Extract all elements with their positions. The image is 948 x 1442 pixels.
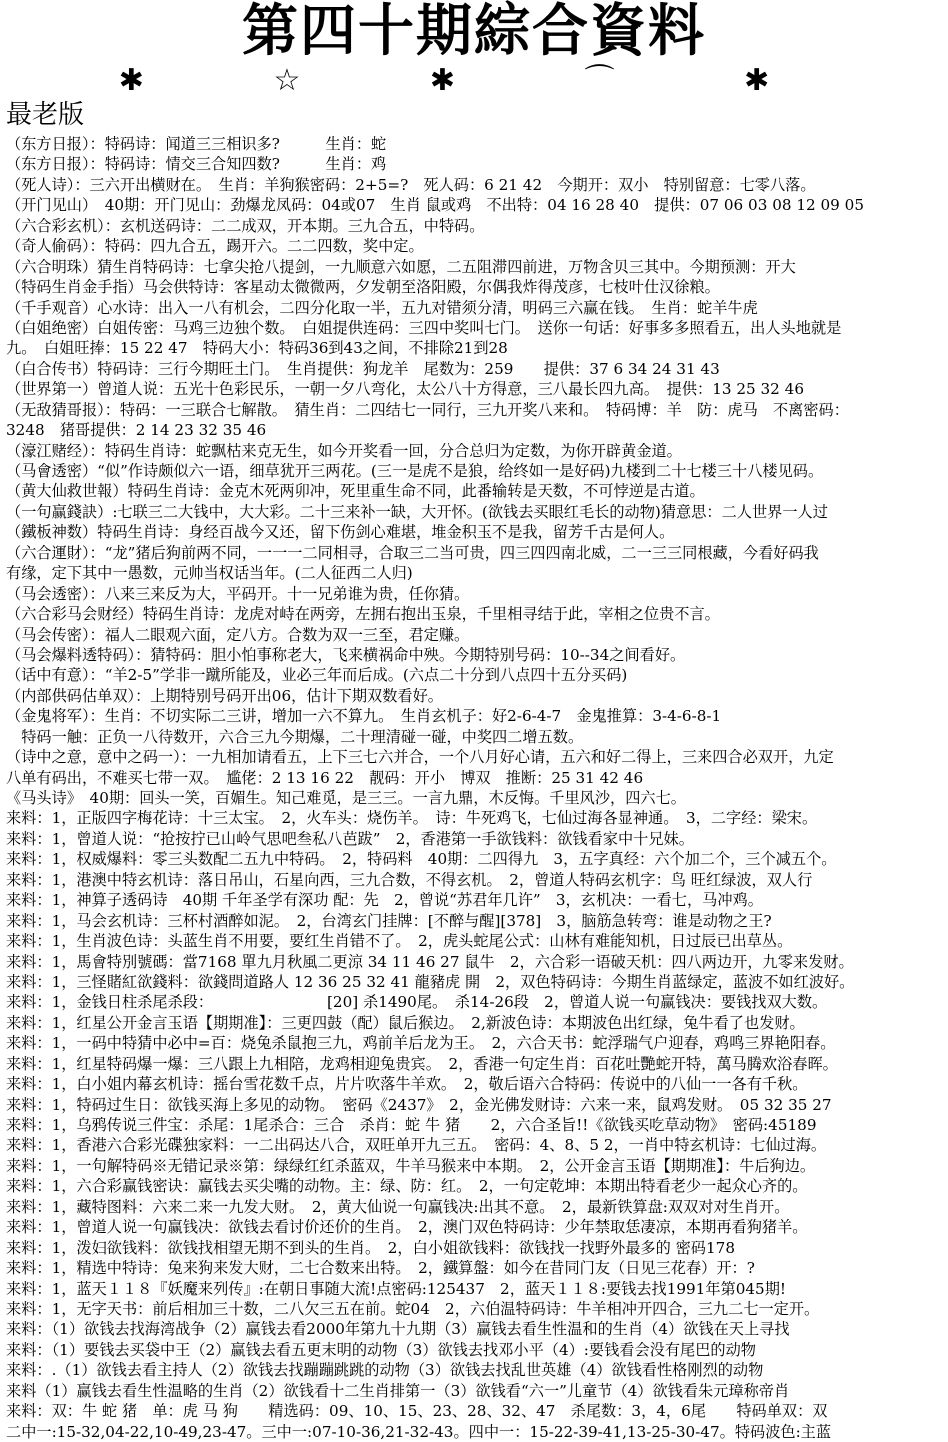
text-line: （特码生肖金手指）马会供特诗：客星动太微微两，夕发朝至洛阳殿，尔偶我炸得茂彦，七枝叶仕汉徐粮。	[6, 278, 720, 297]
text-line: （六合明珠）猜生肖特码诗：七拿尖抢八提剑，一九顺意六如愿，二五阻滞四前进，万物含贝三其中。今期预测：开大	[6, 257, 796, 276]
text-line: 来料：1，曾道人说：“抢按拧已山岭气思吧叁私八芭跋” 2，香港第一手欲钱料：欲钱看家中十兄妹。	[6, 829, 694, 848]
edition-label: 最老版	[6, 100, 85, 130]
text-line: 来料：1，精选中特诗：兔来狗来发大财，二七合数来出特。 2，鐵算盤：如今在昔同门友（日见三花春）开：?	[6, 1259, 755, 1278]
text-line: （奇人偷码）：特码：四九合五，踢开六。二二四数，奖中定。	[6, 237, 424, 256]
text-line: 来料：1，红星特码爆一爆：三八跟上九相陪，龙鸡相迎兔贵宾。 2，香港一句定生肖：百花吐艷蛇开特，萬马腾欢浴春晖。	[6, 1054, 838, 1073]
text-line: （一句赢錢訣）:七联三二大钱中，大大彩。二十三来补一缺，大开怀。(欲钱去买眼红毛长的动物)猜意思：二人世界一人过	[6, 502, 828, 521]
text-line: 来料：1，红星公开金言玉语【期期准】：三更四鼓（配）鼠后猴边。 2,新波色诗：本期波色出红绿，兔牛看了也发财。	[6, 1013, 805, 1032]
text-line: 来料：1，权威爆料：零三头数配二五九中特码。 2，特码料 40期：二四得九 3，五字真经：六个加二个，三个减五个。	[6, 850, 837, 869]
text-line: 来料：1，白小姐内幕玄机诗：摇台雪花数千点，片片吹落牛羊欢。 2，敬后语六合特码：传说中的八仙一一各有千秋。	[6, 1075, 808, 1094]
text-line: 来料：1，金钱日柱杀尾杀段： [20] 杀1490尾。 杀14-26段 2，曾道人说一句赢钱决：要钱找双大数。	[6, 993, 828, 1012]
text-line: 来料：（1）欲钱去找海湾战争（2）赢钱去看2000年第九十九期（3）赢钱去看生性温和的生肖（4）欲钱在天上寻找	[6, 1320, 790, 1339]
text-line: 《马头诗》 40期：回头一笑，百媚生。知己难觅，是三三。一言九鼎，木反悔。千里风沙，四六七。	[6, 789, 686, 807]
text-line: （白姐绝密）白姐传密：马鸡三边独个数。 白姐提供连码：三四中奖叫七门。 送你一句话：好事多多照看五，出人头地就是	[6, 318, 842, 337]
text-line: 来料：1，生肖波色诗：头蓝生肖不用要，要红生肖错不了。 2，虎头蛇尾公式：山林有难能知机，日过辰已出草丛。	[6, 932, 793, 951]
text-line: 有缘，定下其中一愚数，元帅当权话当年。(二人征西二人归)	[6, 564, 413, 583]
text-line: （金鬼将军）：生肖：不切实际二三讲，增加一六不算九。 生肖玄机子：好2-6-4-7 金鬼推算：3-4-6-8-1	[6, 707, 722, 726]
text-line: 来料：1，一句解特码※无错记录※第：绿绿红红杀蓝双，牛羊马猴来中本期。 2，公开金言玉语【期期准】：牛后狗边。	[6, 1156, 816, 1175]
text-line: （黄大仙救世報）特码生肖诗：金克木死两卯冲，死里重生命不同，此番输转是天数，不可悖逆是古道。	[6, 482, 705, 501]
text-line: 来料：.（1）欲钱去看主持人（2）欲钱去找蹦蹦跳跳的动物（3）欲钱去找乱世英雄（4）欲钱看性格刚烈的动物	[6, 1361, 764, 1380]
text-line: （濠江赌经）：特码生肖诗：蛇飘枯来克无生，如今开奖看一回，分合总归为定数，为你开辟黄金道。	[6, 441, 682, 460]
text-line: （白合传书）特码诗：三行今期旺土门。 生肖提供：狗龙羊 尾数为：259 提供：37 6 34 24 31 43	[6, 359, 720, 378]
text-line: 来料：（1）要钱去买袋中王（2）赢钱去看五更末明的动物（3）欲钱去找邓小平（4）:要钱看会没有尾巴的动物	[6, 1340, 756, 1359]
text-line: （马会传密）：福人二眼观六面，定八方。合数为双一三至，君定赚。	[6, 625, 470, 644]
text-line: 来料：1，港澳中特玄机诗：落日吊山，石星向西，三九合数，不得玄机。 2，曾道人特码玄机字：鸟 旺红绿波，双人行	[6, 870, 813, 889]
text-line: 来料：1，馬會特別號碼：當7168 單九月秋風二更涼 34 11 46 27 鼠牛 2，六合彩一语破天机：四八两边开，九零来发财。	[6, 952, 854, 971]
text-line: （话中有意）：“羊2-5”学非一蹴所能及，业必三年而后成。(六点二十分到八点四十五分买码)	[6, 666, 628, 685]
text-line: （马會透密）“似”作诗颇似六一语，细草犹开三两花。(三一是虎不是狼，给终如一是好码)九楼到二十七楼三十八楼见码。	[6, 462, 824, 480]
text-line: 来料（1）赢钱去看生性温略的生肖（2）欲钱看十二生肖排第一（3）欲钱看“六一”儿童节（4）欲钱看朱元璋称帝肖	[6, 1381, 790, 1400]
text-line: 来料：1，三怪賭紅欲錢料：欲錢問道路人 12 36 25 32 41 龍豬虎 開 2，双色特码诗：今期生肖蓝绿定，蓝波不如红波好。	[6, 972, 855, 991]
text-line: 来料：双：牛 蛇 猪 单：虎 马 狗 精选码：09、10、15、23、28、32、47 杀尾数：3，4，6尾 特码单双：双	[6, 1402, 828, 1421]
text-line: （六合彩玄机）：玄机送码诗：二二成双，开本期。三九合五，中特码。	[6, 216, 485, 235]
text-line: （开门见山） 40期：开门见山：劲爆龙凤码：04或07 生肖 鼠或鸡 不出特：04 16 28 40 提供：07 06 03 08 12 09 05	[6, 196, 864, 215]
page-title: 第四十期綜合資料	[242, 0, 706, 64]
text-line: 来料：1，神算子透码诗 40期 千年圣学有深功 配：先 2，曾说“苏君年几许” 3，玄机决：一看七，马冲鸡。	[6, 891, 763, 910]
text-line: 来料：1，特码过生日：欲钱买海上多见的动物。 密码《2437》 2，金光佛发财诗：六来一来，鼠鸡发财。 05 32 35 27	[6, 1095, 832, 1114]
text-line: 八单有码出，不难买七带一双。 尴佬：2 13 16 22 靓码：开小 博双 推断：25 31 42 46	[6, 768, 644, 787]
content-body	[6, 134, 944, 1442]
text-line: （马会爆料透特码）：猜特码：胆小怕事称老大，飞来横祸命中殃。今期特别号码：10--34之间看好。	[6, 645, 686, 664]
text-line: 来料：1，乌鸦传说三件宝：杀尾：1尾杀合：三合 杀肖：蛇 牛 猪 2，六合圣旨!!《欲钱买吃草动物》 密码:45189	[6, 1116, 817, 1134]
text-line: 来料：1，蓝天１１８『妖魔来列传』:在朝日事随大流!点密码:125437 2，蓝天１１８:要钱去找1991年第045期!	[6, 1279, 786, 1298]
text-line: （无敌猜哥报）：特码：一三联合七解散。 猜生肖：二四结七一同行，三九开奖八来和。 特码博：羊 防：虎马 不离密码：	[6, 400, 849, 419]
text-line: （东方日报）：特码诗：闻道三三相识多? 生肖：蛇	[6, 135, 387, 153]
text-line: 来料：1，泼妇欲钱料：欲钱找相望无期不到头的生肖。 2，白小姐欲钱料：欲钱找一找野外最多的 密码178	[6, 1238, 735, 1257]
text-line: （死人诗）：三六开出横财在。 生肖：羊狗猴密码：2+5=? 死人码：6 21 42 今期开：双小 特别留意：七零八落。	[6, 175, 816, 194]
text-line: 来料：1，曾道人说一句赢钱决：欲钱去看讨价还价的生肖。 2，澳门双色特码诗：少年禁取恁凄凉，本期再看狗猪羊。	[6, 1218, 808, 1237]
text-line: 来料：1，一码中特猜中必中=百：烧兔杀鼠抱三九，鸡前羊后龙为王。 2，六合天书：蛇浮瑞气户迎春，鸡鸣三界艳阳春。	[6, 1034, 836, 1053]
text-line: 二中一:15-32,04-22,10-49,23-47。三中一:07-10-36,21-32-43。四中一：15-22-39-41,13-25-30-47。特码波色:主蓝	[6, 1422, 832, 1441]
text-line: （六合彩马会财经）特码生肖诗：龙虎对峙在两旁，左拥右抱出玉泉，千里相寻结于此，宰相之位贵不言。	[6, 605, 720, 624]
text-line: 来料：1，正版四字梅花诗：十三太宝。 2，火车头：烧伤羊。 诗：牛死鸡飞，七仙过海各显神通。 3，二字经：梁宋。	[6, 809, 818, 828]
text-line: （世界第一）曾道人说：五光十色彩民乐，一朝一夕八弯化，太公八十方得意，三八最长四九高。 提供：13 25 32 46	[6, 380, 804, 399]
text-line: （东方日报）：特码诗：情交三合知四数? 生肖：鸡	[6, 155, 387, 174]
text-line: 来料：1，藏特图料：六来二来一九发大财。 2，黄大仙说一句赢钱决:出其不意。 2，最新铁算盘:双双对对生肖开。	[6, 1197, 790, 1216]
text-line: 九。 白姐旺捧：15 22 47 特码大小：特码36到43之间，不排除21到28	[6, 339, 508, 358]
text-line: 来料：1，香港六合彩光碟独家料：一二出码达八合，双旺单开九三五。 密码：4、8、5 2，一肖中特玄机诗：七仙过海。	[6, 1136, 827, 1155]
text-line: 3248 猪哥提供：2 14 23 32 35 46	[6, 421, 267, 440]
title-decoration: ✱ ☆ ✱ ⌒ ✱	[118, 63, 830, 98]
text-line: 来料：1，马会玄机诗：三杯村酒醉如泥。 2，台湾玄门挂牌：[不醉与醒][378] 3，脑筋急转弯：谁是动物之王?	[6, 911, 772, 930]
text-line: （千手观音）心水诗：出入一八有机会，二四分化取一半，五九对错须分清，明码三六赢在钱。 生肖：蛇羊牛虎	[6, 298, 758, 317]
text-line: （马会透密）：八来三来反为大，平码开。十一兄弟谁为贵，任你猜。	[6, 584, 470, 603]
text-line: 特码一触：正负一八待数开，六合三九今期爆，二十理清碰一碰，中奖四二增五数。	[6, 727, 584, 746]
text-line: （鐵板神数）特码生肖诗：身经百战今又还，留下伤剑心难堪，堆金积玉不是我，留芳千古是何人。	[6, 523, 675, 542]
text-line: （诗中之意，意中之码一）：一九相加请看五，上下三七六并合，一个八月好心请，五六和好二得上，三来四合必双开，九定	[6, 748, 834, 767]
text-line: 来料：1，无字天书：前后相加三十数，二八欠三五在前。蛇04 2，六伯温特码诗：牛羊相冲开四合，三九二七一定开。	[6, 1299, 820, 1318]
text-line: 来料：1，六合彩赢钱密诀：赢钱去买尖嘴的动物。主：绿、防：红。 2，一句定乾坤：本期出特看老少一起众心齐的。	[6, 1177, 808, 1196]
text-line: （内部供码估单双）：上期特别号码开出06，估计下期双数看好。	[6, 686, 443, 705]
text-line: （六合運財）：“龙”猪后狗前两不同，一一一二同相寻，合取三二当可贵，四三四四南北威，二一三三同根藏，今看好码我	[6, 543, 819, 562]
